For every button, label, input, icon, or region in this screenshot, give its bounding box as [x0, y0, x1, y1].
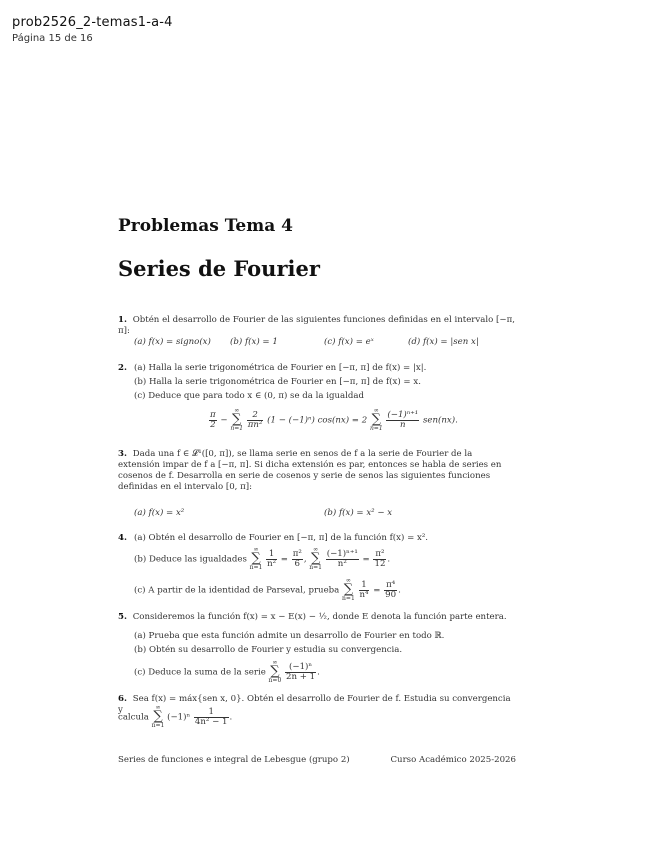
filename-label: prob2526_2-temas1-a-4 — [12, 15, 173, 30]
problem-2-number: 2. — [118, 363, 127, 373]
page-indicator: Página 15 de 16 — [12, 33, 93, 44]
problem-number: 6. — [118, 694, 127, 704]
problem-5-item-c: (c) Deduce la suma de la serie ∞ ∑ n=0 $\frac{\text{(−1)ⁿ}}{2n + 1}$ . — [134, 659, 320, 684]
page-title: Problemas Tema 4 — [118, 216, 293, 236]
problem-5-item-b: (b) Obtén su desarrollo de Fourier y estudia su convergencia. — [134, 645, 403, 655]
problem-2-item-c: (c) Deduce que para todo x ∈ (0, π) se da la igualdad — [134, 391, 365, 401]
problem-6-calc: calcula ∞ ∑ n=1 (−1)ⁿ $\frac{1}{\text{4n² − 1}}$ . — [118, 704, 233, 729]
problem-1-item-d: (d) f(x) = |sen x| — [408, 337, 479, 347]
problem-number: 5. — [118, 612, 127, 622]
problem-text: Dada una f ∈ 𝓛¹([0, π]), se llama serie en senos de f a la serie de Fourier de la extensión impar de f a [−π, π]. Si dicha extensión es par, entonces se habla de series en cosenos de f. Desarrolla en serie de cosenos y serie de senos las siguientes funciones definidas en el intervalo [0, π]: — [118, 449, 502, 492]
problem-3-item-b: (b) f(x) = x² − x — [324, 508, 393, 518]
problem-text: Consideremos la función f(x) = x − E(x) − ½, donde E denota la función parte entera. — [132, 612, 507, 622]
problem-text: Sea f(x) = máx{sen x, 0}. Obtén el desarrollo de Fourier de f. Estudia su convergencia y — [118, 694, 511, 715]
problem-1-item-b: (b) f(x) = 1 — [230, 337, 278, 347]
footer-year: Curso Académico 2025-2026 — [390, 755, 516, 765]
page-subtitle: Series de Fourier — [118, 256, 320, 281]
problem-3-item-a: (a) f(x) = x² — [134, 508, 185, 518]
problem-3 — [118, 449, 516, 493]
problem-5-item-a: (a) Prueba que esta función admite un desarrollo de Fourier en todo ℝ. — [134, 631, 445, 641]
problem-4-item-c: (c) A partir de la identidad de Parseval, prueba ∞ ∑ n=1 $\frac{1}{\text{n⁴}}$ = $\frac{\text{π⁴}}{90}$ . — [134, 577, 401, 602]
problem-number: 3. — [118, 449, 127, 459]
problem-4-number: 4. — [118, 533, 127, 543]
problem-2-item-b: (b) Halla la serie trigonométrica de Fourier en [−π, π] de f(x) = x. — [134, 377, 421, 387]
problem-4-item-a: (a) Obtén el desarrollo de Fourier en [−π, π] de la función f(x) = x². — [134, 533, 429, 543]
problem-text: Obtén el desarrollo de Fourier de las siguientes funciones definidas en el intervalo [−π, π]: — [118, 315, 515, 336]
problem-1 — [118, 315, 516, 337]
problem-1-item-c: (c) f(x) = eˣ — [324, 337, 374, 347]
problem-2-item-a: (a) Halla la serie trigonométrica de Fourier en [−π, π] de f(x) = |x|. — [134, 363, 427, 373]
document-header — [12, 15, 173, 44]
problem-4-item-b: (b) Deduce las igualdades ∞ ∑ n=1 $\frac{1}{\text{n²}}$ = $\frac{\text{π²}}{6}$ , ∞ ∑ n=1 $\frac{\text{(−1)ⁿ⁺¹}}{\text{n²}}$ = $\frac{\text{π²}}{12}$ . — [134, 546, 391, 571]
problem-5 — [118, 612, 516, 623]
problem-number: 1. — [118, 315, 127, 325]
problem-1-item-a: (a) f(x) = signo(x) — [134, 337, 211, 347]
problem-2-equation: $\frac{\pi}{2}$ − ∞ ∑ n=1 $\frac{2}{\text{πn²}}$ (1 − (−1)ⁿ) cos(nx) = 2 ∞ ∑ n=1 $\frac{\text{(−1)ⁿ⁺¹}}{n}$ sen(nx). — [210, 407, 458, 432]
footer-course: Series de funciones e integral de Lebesgue (grupo 2) — [118, 755, 350, 765]
